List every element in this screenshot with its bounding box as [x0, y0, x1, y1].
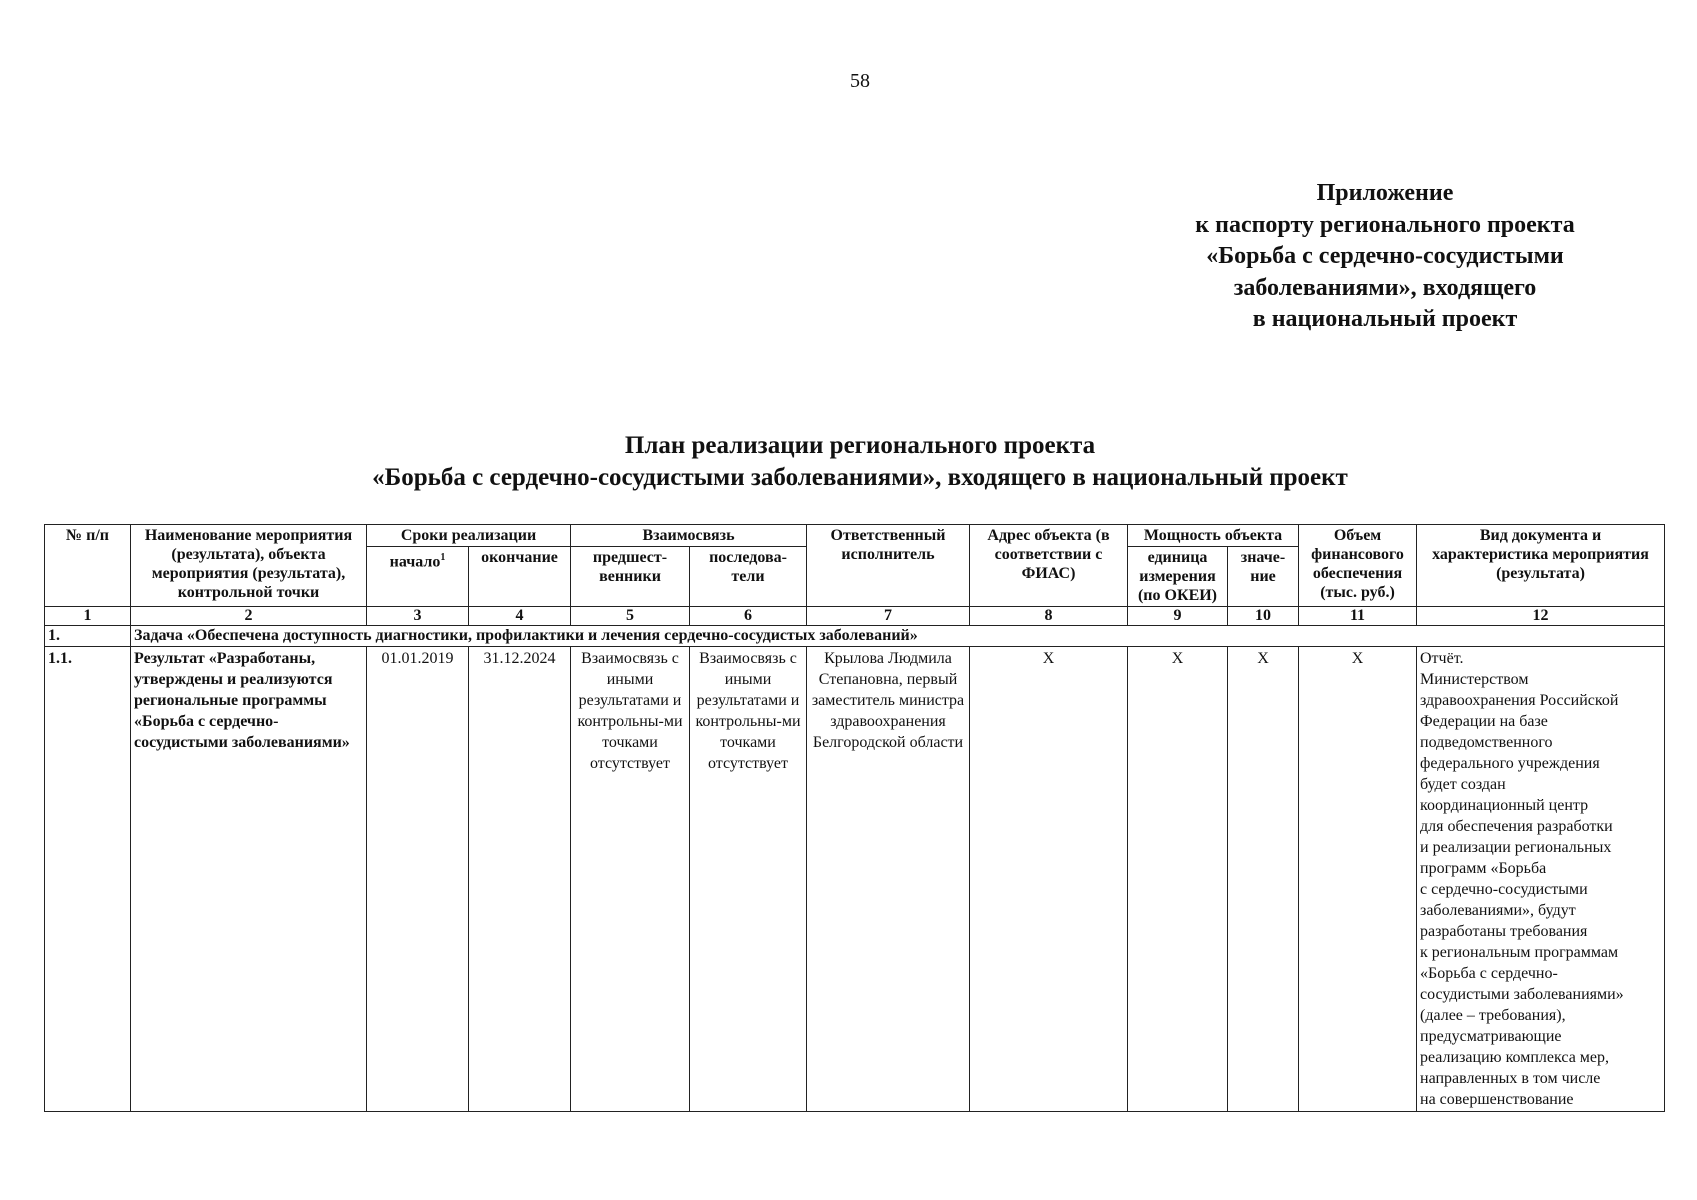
doc-line: направленных в том числе: [1420, 1070, 1601, 1087]
doc-line: подведомственного: [1420, 734, 1553, 751]
result-doc-description: [1417, 647, 1665, 1112]
column-number: 9: [1128, 607, 1228, 626]
result-name: Результат «Разработаны, утверждены и реализуются региональные программы «Борьба с сердечно-сосудистыми заболеваниями»: [131, 647, 367, 1112]
page-number: 58: [850, 70, 870, 92]
header-value: значе-ние: [1228, 547, 1299, 607]
doc-line: Отчёт.: [1420, 650, 1464, 667]
appendix-line: «Борьба с сердечно-сосудистыми: [1206, 243, 1564, 269]
doc-line: и реализации региональных: [1420, 839, 1612, 856]
doc-line: Министерством: [1420, 671, 1529, 688]
header-address: Адрес объекта (в соответствии с ФИАС): [970, 525, 1128, 607]
doc-line: реализацию комплекса мер,: [1420, 1049, 1610, 1066]
appendix-line: в национальный проект: [1252, 306, 1518, 332]
doc-line: сосудистыми заболеваниями»: [1420, 986, 1624, 1003]
task-row: [45, 626, 1665, 647]
header-end: окончание: [469, 547, 571, 607]
result-unit: Х: [1128, 647, 1228, 1112]
column-number: 4: [469, 607, 571, 626]
result-row: [45, 647, 1665, 1112]
header-successors: последова-тели: [690, 547, 807, 607]
header-finance: Объем финансового обеспечения (тыс. руб.): [1299, 525, 1417, 607]
result-end-date: 31.12.2024: [469, 647, 571, 1112]
doc-line: заболеваниями», будут: [1420, 902, 1576, 919]
header-doc-type: Вид документа и характеристика мероприятия (результата): [1417, 525, 1665, 607]
doc-line: с сердечно-сосудистыми: [1420, 881, 1588, 898]
doc-line: предусматривающие: [1420, 1028, 1562, 1045]
appendix-line: заболеваниями», входящего: [1233, 274, 1537, 301]
header-num: № п/п: [45, 525, 131, 607]
header-predecessors: предшест-венники: [571, 547, 690, 607]
plan-title-line: «Борьба с сердечно-сосудистыми заболеваниями», входящего в национальный проект: [372, 464, 1348, 491]
column-number-row: [45, 607, 1665, 626]
result-address: Х: [970, 647, 1128, 1112]
header-start-footnote: 1: [440, 552, 446, 563]
header-relation: Взаимосвязь: [571, 525, 807, 547]
result-start-date: 01.01.2019: [367, 647, 469, 1112]
plan-title: [0, 430, 1697, 494]
doc-line: «Борьба с сердечно-: [1420, 965, 1558, 982]
doc-line: разработаны требования: [1420, 923, 1588, 940]
header-start: [367, 547, 469, 607]
result-predecessors: Взаимосвязь с иными результатами и контрольны-ми точками отсутствует: [571, 647, 690, 1112]
column-number: 7: [807, 607, 970, 626]
doc-line: координационный центр: [1420, 797, 1589, 814]
result-value: Х: [1228, 647, 1299, 1112]
doc-line: программ «Борьба: [1420, 860, 1547, 877]
doc-line: Федерации на базе: [1420, 713, 1548, 730]
plan-title-line: План реализации регионального проекта: [624, 432, 1096, 459]
doc-line: для обеспечения разработки: [1420, 818, 1613, 835]
result-finance: Х: [1299, 647, 1417, 1112]
appendix-heading: [1145, 178, 1625, 336]
column-number: 2: [131, 607, 367, 626]
column-number: 10: [1228, 607, 1299, 626]
doc-line: на совершенствование: [1420, 1091, 1574, 1108]
appendix-line: Приложение: [1316, 180, 1454, 206]
task-num: 1.: [45, 626, 131, 647]
header-name: Наименование мероприятия (результата), объекта мероприятия (результата), контрольной точки: [131, 525, 367, 607]
doc-line: к региональным программам: [1420, 944, 1619, 961]
header-row: [45, 525, 1665, 547]
column-number: 11: [1299, 607, 1417, 626]
doc-line: будет создан: [1420, 776, 1506, 793]
column-number: 6: [690, 607, 807, 626]
column-number: 12: [1417, 607, 1665, 626]
result-responsible: Крылова Людмила Степановна, первый заместитель министра здравоохранения Белгородской области: [807, 647, 970, 1112]
appendix-line: к паспорту регионального проекта: [1195, 211, 1575, 238]
header-start-label: начало: [389, 553, 441, 571]
header-responsible: Ответственный исполнитель: [807, 525, 970, 607]
doc-line: федерального учреждения: [1420, 755, 1600, 772]
column-number: 5: [571, 607, 690, 626]
implementation-plan-table: [44, 524, 1665, 1112]
doc-line: (далее – требования),: [1420, 1007, 1566, 1024]
result-successors: Взаимосвязь с иными результатами и контрольны-ми точками отсутствует: [690, 647, 807, 1112]
result-num: 1.1.: [45, 647, 131, 1112]
task-text: Задача «Обеспечена доступность диагностики, профилактики и лечения сердечно-сосудистых заболеваний»: [131, 626, 1665, 647]
header-capacity: Мощность объекта: [1128, 525, 1299, 547]
header-terms: Сроки реализации: [367, 525, 571, 547]
header-unit: единица измерения (по ОКЕИ): [1128, 547, 1228, 607]
column-number: 3: [367, 607, 469, 626]
column-number: 1: [45, 607, 131, 626]
column-number: 8: [970, 607, 1128, 626]
doc-line: здравоохранения Российской: [1420, 692, 1619, 709]
